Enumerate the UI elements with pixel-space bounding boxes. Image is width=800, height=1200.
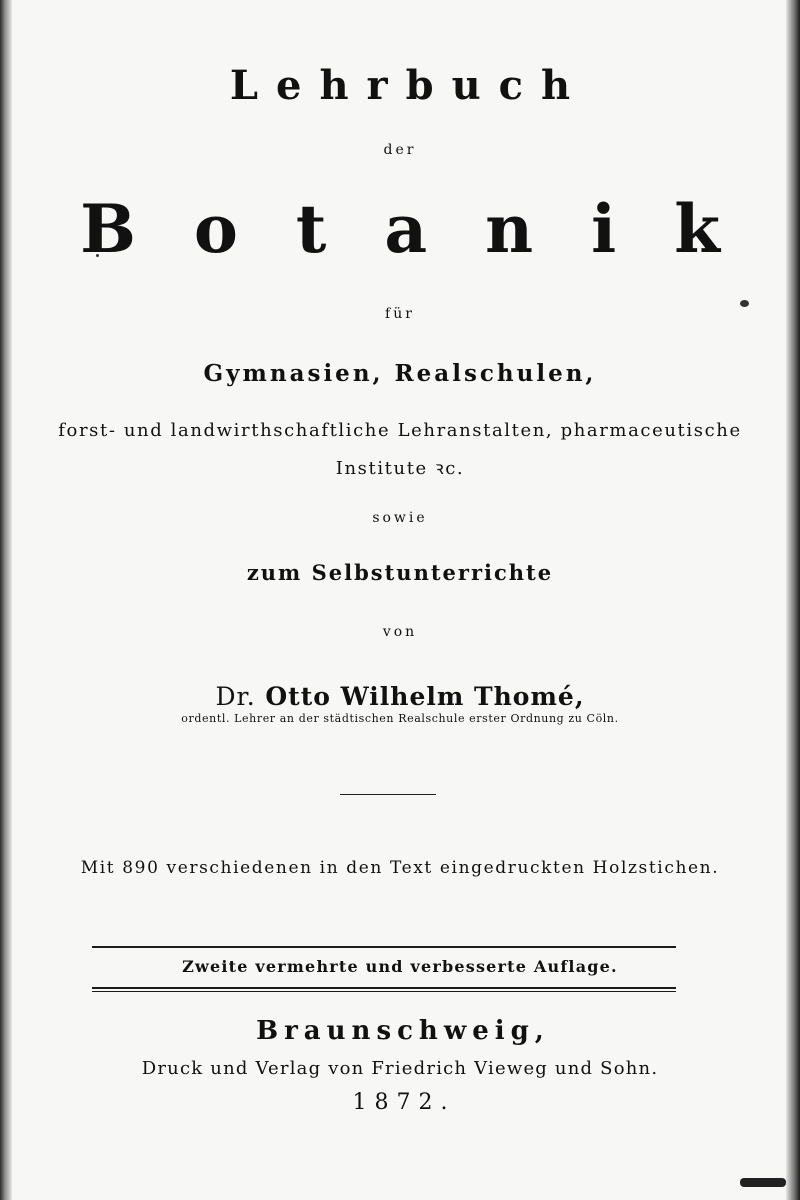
divider-short	[340, 794, 436, 795]
article-der: der	[383, 142, 417, 158]
publisher-line: Druck und Verlag von Friedrich Vieweg und Sohn.	[141, 1058, 659, 1079]
preposition-fuer: für	[385, 306, 415, 322]
author-position: ordentl. Lehrer an der städtischen Realschule erster Ordnung zu Cöln.	[181, 712, 619, 725]
conjunction-sowie: sowie	[372, 510, 428, 526]
author-prefix: Dr.	[215, 682, 256, 711]
preposition-von: von	[382, 624, 418, 640]
target-institutions-cont: Institute ꝛc.	[335, 458, 465, 479]
author-fullname: Otto Wilhelm Thomé,	[265, 682, 585, 711]
edition-note: Zweite vermehrte und verbesserte Auflage.	[182, 957, 618, 976]
illustrations-note: Mit 890 verschiedenen in den Text eingedruckten Holzstichen.	[80, 858, 720, 878]
author-name	[0, 682, 800, 711]
divider-bottom-thin	[92, 991, 676, 992]
publication-city: Braunschweig,	[256, 1016, 550, 1046]
divider-bottom	[92, 987, 676, 989]
book-subject: Botanik	[80, 190, 778, 268]
publication-year: 1872.	[352, 1090, 456, 1115]
divider-top	[92, 946, 676, 948]
self-study-line: zum Selbstunterrichte	[246, 560, 554, 585]
target-institutions: forst- und landwirthschaftliche Lehranstalten, pharmaceutische	[58, 420, 742, 441]
ink-spot	[740, 1178, 786, 1187]
book-title: Lehrbuch	[229, 62, 589, 109]
target-schools: Gymnasien, Realschulen,	[203, 360, 597, 387]
